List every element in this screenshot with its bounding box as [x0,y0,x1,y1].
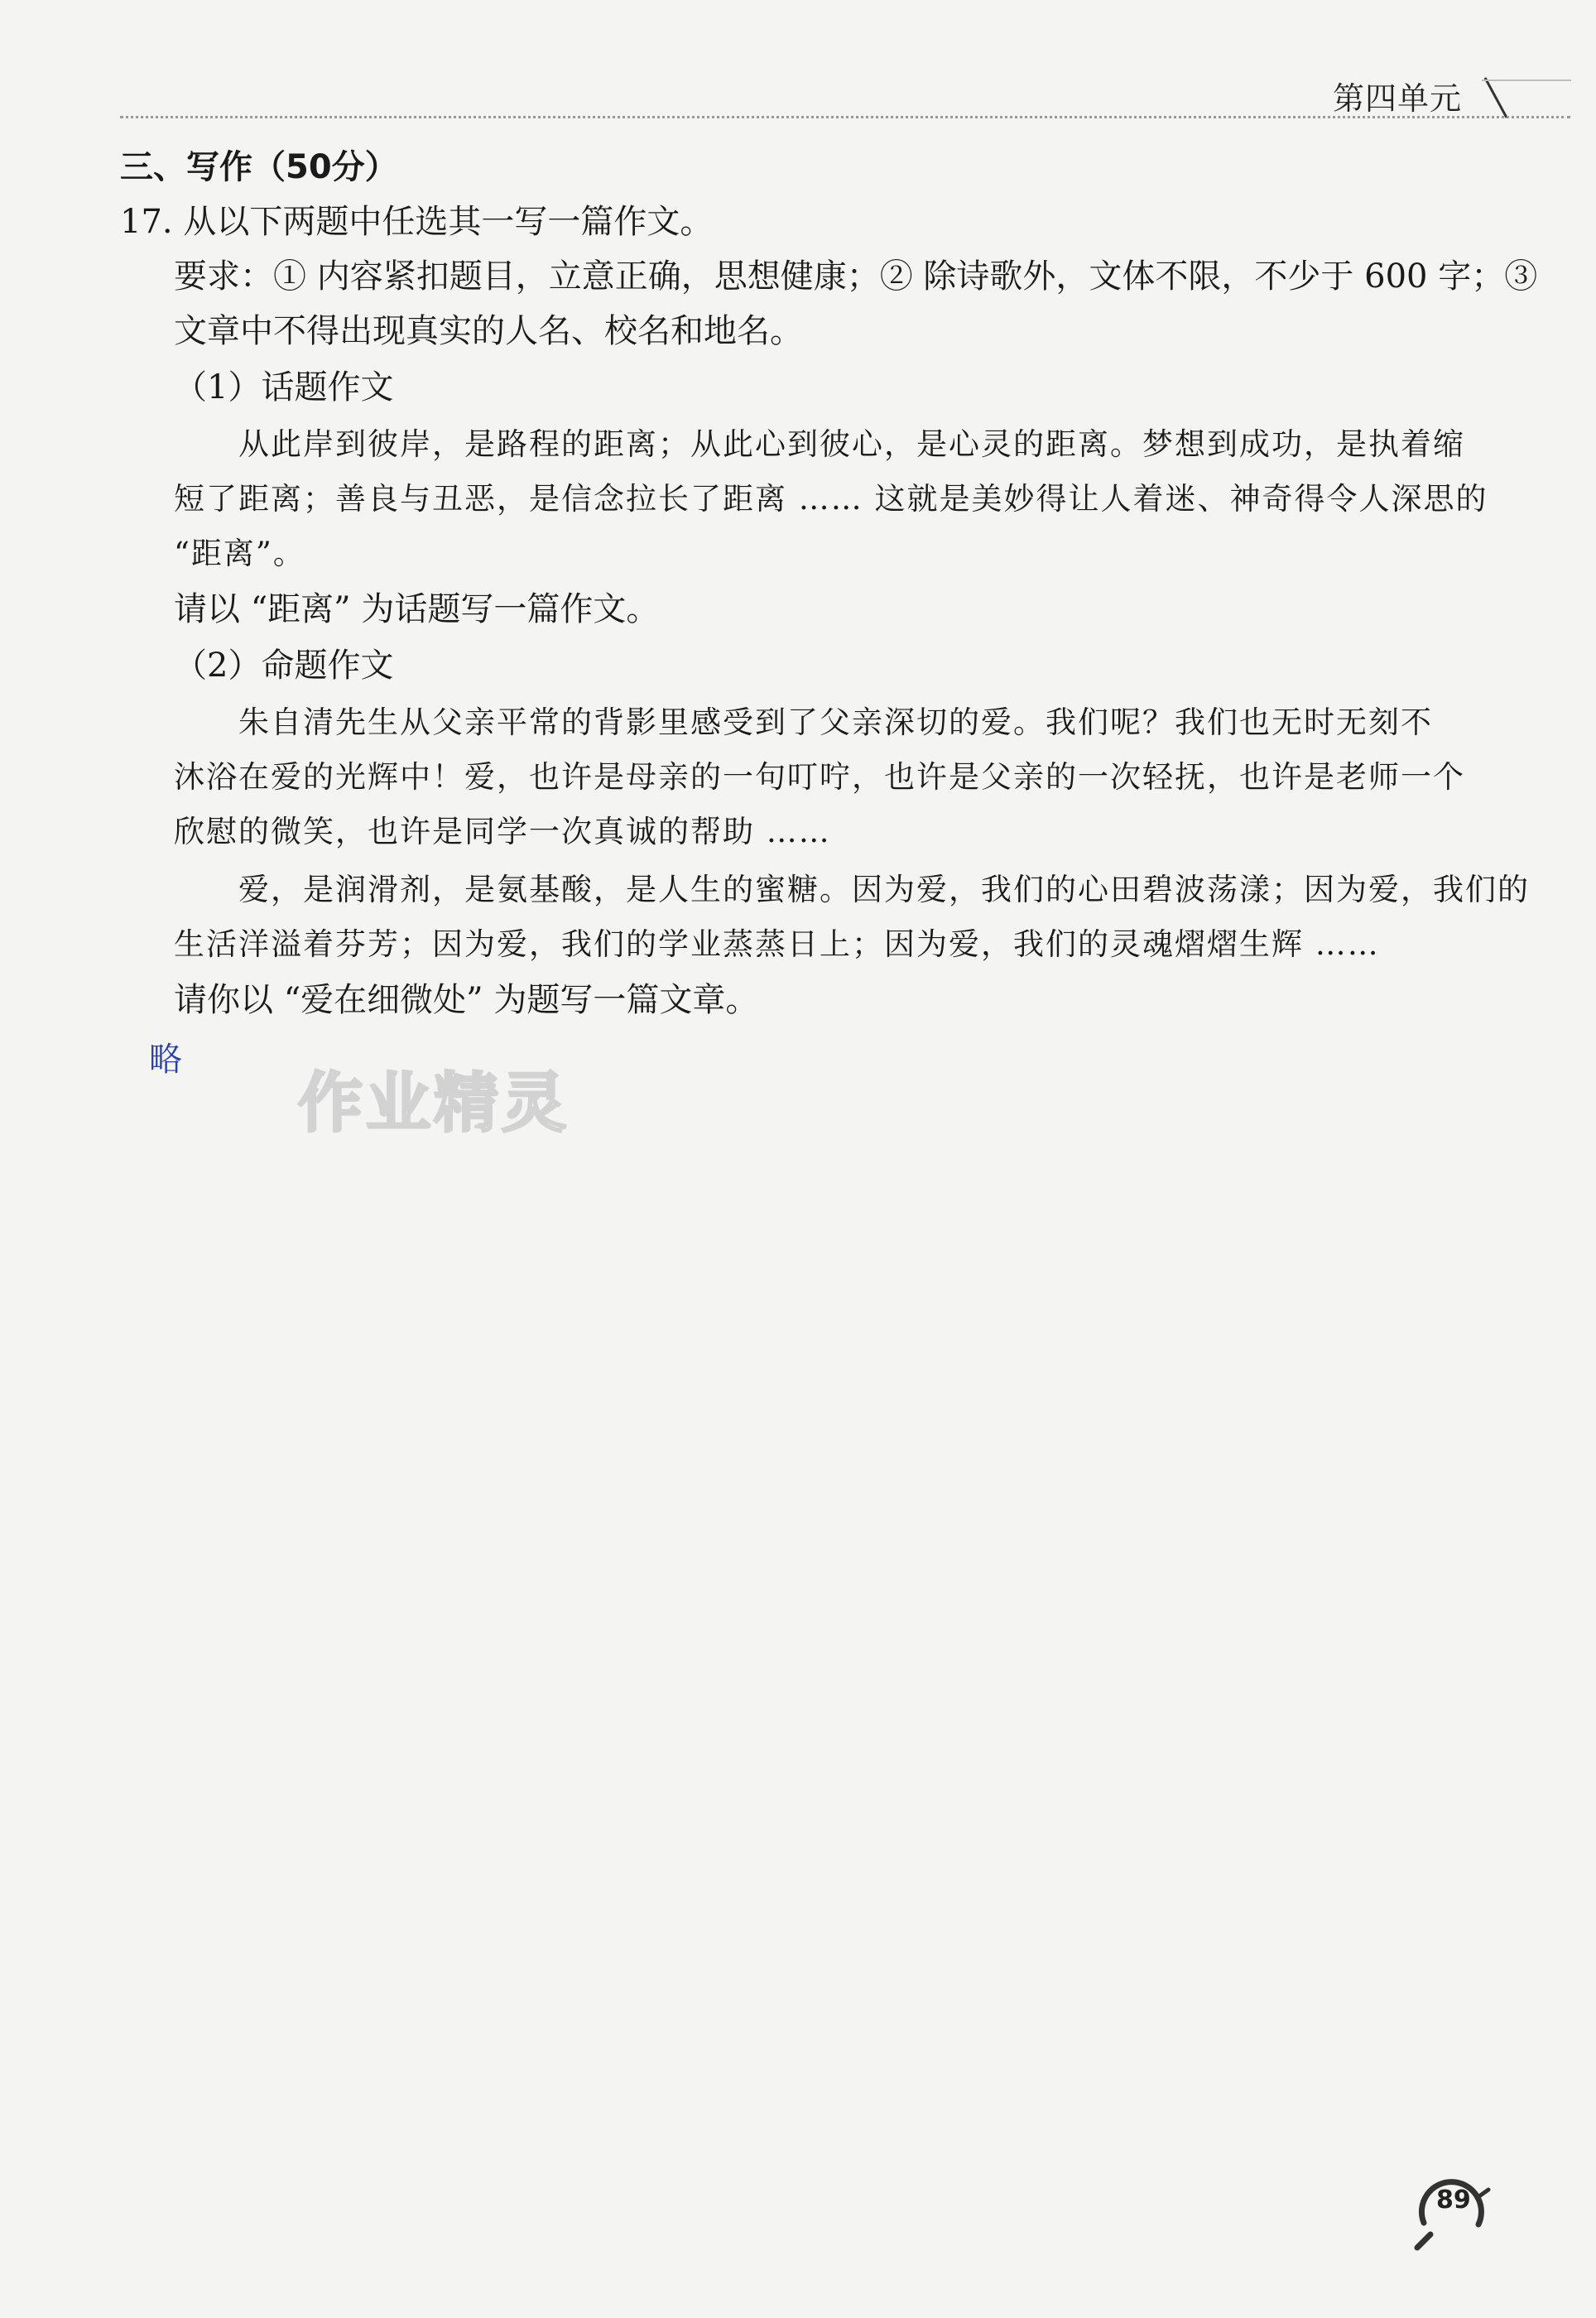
section-title: 三、写作（50分） [120,148,398,186]
topic1-label: （1）话题作文 [174,368,394,406]
requirement-line-1: 要求：① 内容紧扣题目，立意正确，思想健康；② 除诗歌外，文体不限，不少于 600 字；③ [174,257,1538,296]
unit-title: 第四单元 [1333,80,1463,117]
topic2-passage-line-3: 欣慰的微笑，也许是同学一次真诚的帮助 …… [174,814,831,849]
header-top-line [1482,79,1571,81]
question-stem: 17. 从以下两题中任选其一写一篇作文。 [120,203,714,241]
topic1-passage-line-1: 从此岸到彼岸，是路程的距离；从此心到彼心，是心灵的距离。梦想到成功，是执着缩 [238,426,1465,462]
watermark-logo: 作业精灵 [298,1066,570,1141]
topic2-passage-line-1: 朱自清先生从父亲平常的背影里感受到了父亲深切的爱。我们呢？我们也无时无刻不 [238,705,1433,740]
topic2-label: （2）命题作文 [174,647,394,685]
requirement-line-2: 文章中不得出现真实的人名、校名和地名。 [174,312,803,350]
page-number: 89 [1436,2186,1471,2215]
topic2-passage-line-2: 沐浴在爱的光辉中！爱，也许是母亲的一句叮咛，也许是父亲的一次轻抚，也许是老师一个 [174,759,1465,795]
topic2-passage-line-5: 生活洋溢着芬芳；因为爱，我们的学业蒸蒸日上；因为爱，我们的灵魂熠熠生辉 …… [174,926,1380,962]
answer-text: 略 [149,1041,182,1079]
topic2-instruction: 请你以 “爱在细微处” 为题写一篇文章。 [174,981,759,1019]
topic1-instruction: 请以 “距离” 为话题写一篇作文。 [174,590,660,628]
header-dotted-rule [120,116,1570,118]
topic1-passage-line-3: “距离”。 [174,536,305,571]
topic2-passage-line-4: 爱，是润滑剂，是氨基酸，是人生的蜜糖。因为爱，我们的心田碧波荡漾；因为爱，我们的 [238,872,1530,907]
topic1-passage-line-2: 短了距离；善良与丑恶，是信念拉长了距离 …… 这就是美妙得让人着迷、神奇得令人深思的 [174,481,1488,517]
